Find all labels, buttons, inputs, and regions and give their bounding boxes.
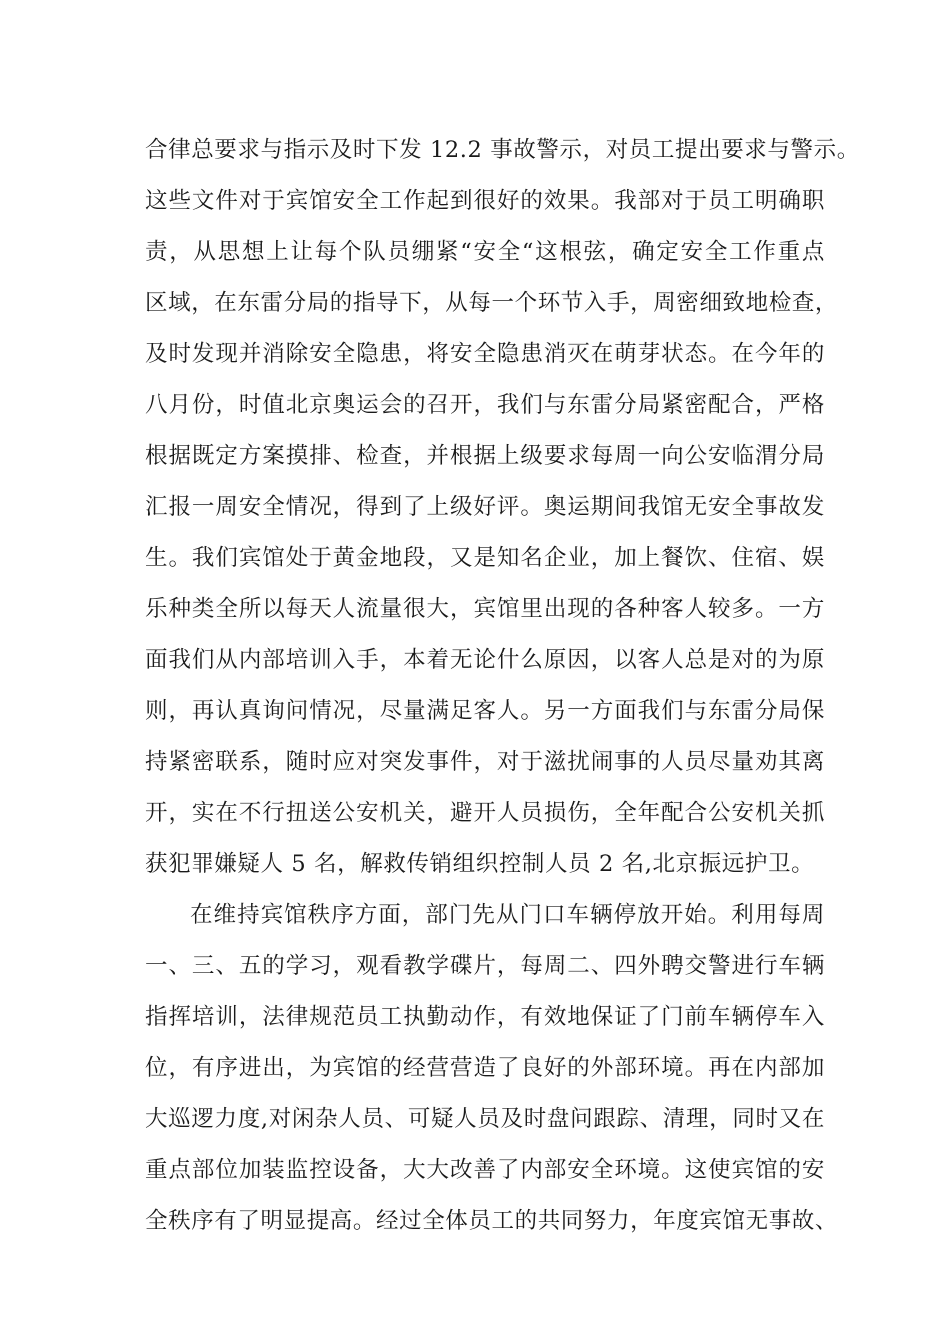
paragraph-2-line: 大巡逻力度,对闲杂人员、可疑人员及时盘问跟踪、清理，同时又在 bbox=[145, 1106, 825, 1132]
paragraph-2-line: 全秩序有了明显提高。经过全体员工的共同努力，年度宾馆无事故、 bbox=[145, 1208, 839, 1234]
paragraph-1-line: 面我们从内部培训入手，本着无论什么原因，以客人总是对的为原 bbox=[145, 647, 825, 673]
paragraph-2-line: 位，有序进出，为宾馆的经营营造了良好的外部环境。再在内部加 bbox=[145, 1055, 825, 1081]
paragraph-2-line: 重点部位加装监控设备，大大改善了内部安全环境。这使宾馆的安 bbox=[145, 1157, 825, 1183]
paragraph-1-line: 这些文件对于宾馆安全工作起到很好的效果。我部对于员工明确职 bbox=[145, 188, 825, 214]
paragraph-1-line: 区域，在东雷分局的指导下，从每一个环节入手，周密细致地检查， bbox=[145, 290, 839, 316]
paragraph-1-line: 则，再认真询问情况，尽量满足客人。另一方面我们与东雷分局保 bbox=[145, 698, 825, 724]
paragraph-2-first-line: 在维持宾馆秩序方面，部门先从门口车辆停放开始。利用每周 bbox=[190, 902, 825, 928]
paragraph-1-line: 开，实在不行扭送公安机关，避开人员损伤，全年配合公安机关抓 bbox=[145, 800, 825, 826]
paragraph-1-line: 根据既定方案摸排、检查，并根据上级要求每周一向公安临渭分局 bbox=[145, 443, 825, 469]
paragraph-1-line: 八月份，时值北京奥运会的召开，我们与东雷分局紧密配合，严格 bbox=[145, 392, 825, 418]
paragraph-1-line: 汇报一周安全情况，得到了上级好评。奥运期间我馆无安全事故发 bbox=[145, 494, 825, 520]
paragraph-1-line: 生。我们宾馆处于黄金地段，又是知名企业，加上餐饮、住宿、娱 bbox=[145, 545, 825, 571]
paragraph-1-line: 合律总要求与指示及时下发 12.2 事故警示，对员工提出要求与警示。 bbox=[145, 137, 860, 163]
paragraph-1-line: 责，从思想上让每个队员绷紧“安全“这根弦，确定安全工作重点 bbox=[145, 239, 825, 265]
paragraph-1-line: 及时发现并消除安全隐患，将安全隐患消灭在萌芽状态。在今年的 bbox=[145, 341, 825, 367]
paragraph-1-line: 持紧密联系，随时应对突发事件，对于滋扰闹事的人员尽量劝其离 bbox=[145, 749, 825, 775]
paragraph-1-last-line: 获犯罪嫌疑人 5 名，解救传销组织控制人员 2 名,北京振远护卫。 bbox=[145, 851, 815, 877]
paragraph-2-line: 指挥培训，法律规范员工执勤动作，有效地保证了门前车辆停车入 bbox=[145, 1004, 825, 1030]
paragraph-1-line: 乐种类全所以每天人流量很大，宾馆里出现的各种客人较多。一方 bbox=[145, 596, 825, 622]
paragraph-2-line: 一、三、五的学习，观看教学碟片，每周二、四外聘交警进行车辆 bbox=[145, 953, 825, 979]
